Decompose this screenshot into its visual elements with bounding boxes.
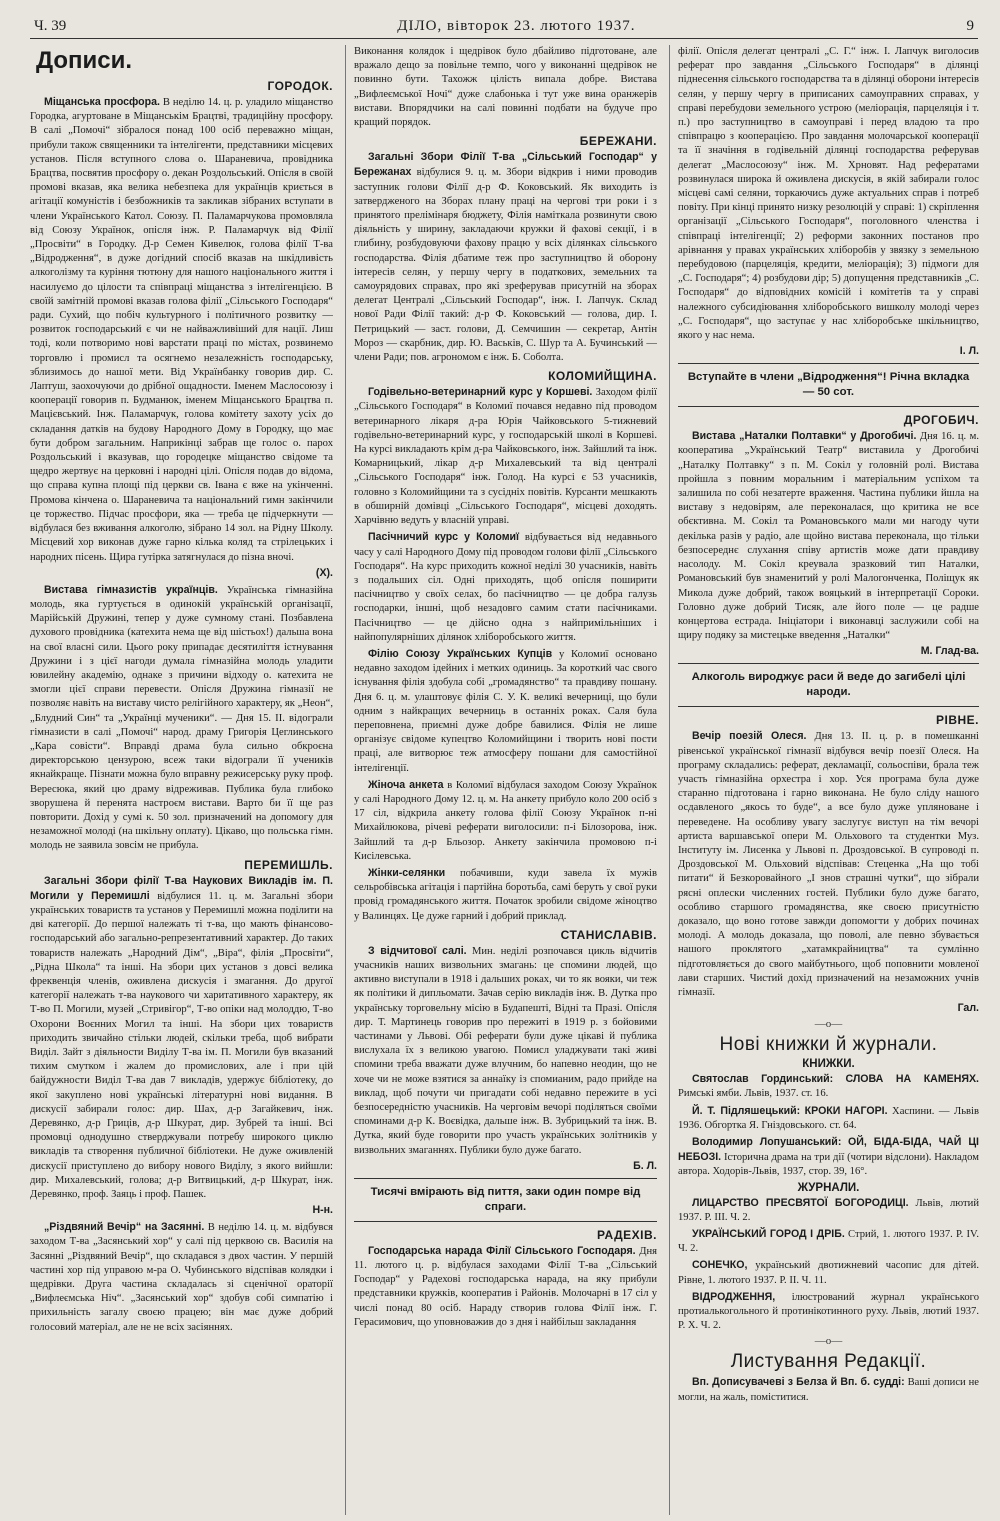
column-1 xyxy=(30,45,333,1515)
article-signature: Б. Л. xyxy=(633,1159,657,1172)
masthead-date: ДІЛО, вівторок 23. лютого 1937. xyxy=(397,18,636,34)
place-heading: СТАНИСЛАВІВ. xyxy=(560,927,657,942)
article-lead: Загальні Збори Філії Т-ва „Сільський Господар“ у Бережанах xyxy=(354,151,657,179)
journal-details: ілюстрований журнал українського протиалькогольного й протинікотинного руху. Львів, лютий 1937. Р. Х. Ч. 2. xyxy=(678,1291,979,1332)
article-text: Мин. неділі розпочався цикль відчитів учасників наших визвольних змагань: це спомини людей, що активно виступали в 1918 і дальших роках, чи то як вояки, чи теж як політики й дипльомати. Зачав серію викладів інж. В. Дутка про українську торговельну місію в Будапешті, Відні та Празі. Опісля дир. Т. Мартинець говорив про пережиті в 1919 р. з бойовими частинами у Львові. Обі реферати були дуже цікаві й публика вислухала їх з великою увагою. Помисл уладжувати такі живі спомини треба вважати дуже влучним, бо напевно неодин, що не хоче чи не може взятися за аннаїку із спомианим, радо прийде на виклад, щоб почути чи пригадати собі недавно пережите в усі безпосередністю учасників. На черговім вечорі поділяться своїми споминами д-р К. Воєвідка, дальше інж. В. Зубрицький та інж. В. Дутка, який буде говорити про участь українських золітників у визвольних змаганнях. Публики було дуже багато. xyxy=(354,945,657,1156)
book-entry xyxy=(678,1104,979,1133)
journal-entry xyxy=(678,1290,979,1334)
article-signature: І. Л. xyxy=(959,345,979,358)
books-subheading: КНИЖКИ. xyxy=(802,1058,855,1071)
book-entry xyxy=(678,1135,979,1180)
slogan-box: Алкоголь вироджує раси й веде до загибелі цілі народи. xyxy=(678,663,979,707)
journal-entry xyxy=(678,1196,979,1225)
article-paragraph xyxy=(678,429,979,643)
article-paragraph xyxy=(354,778,657,864)
article-signature: Гал. xyxy=(957,1002,979,1015)
place-heading: РІВНЕ. xyxy=(935,713,979,728)
article-lead: З відчитової салі. xyxy=(368,944,467,957)
place-heading: РАДЕХІВ. xyxy=(597,1227,657,1242)
journals-subheading: ЖУРНАЛИ. xyxy=(797,1181,860,1194)
article-text: побачивши, куди завела їх мужів сельробівська агітація і партійна боротьба, самі беруть у свої руки провід громадянського життя. Початок зробили свідоме жіноцтво у Валинцях. Це дуже гарний і добрий приклад. xyxy=(354,867,657,922)
separator: —о— xyxy=(814,1335,843,1348)
journal-title: СОНЕЧКО, xyxy=(692,1259,748,1272)
book-title: КРОКИ НАГОРІ. xyxy=(804,1104,888,1117)
article-paragraph xyxy=(354,385,657,528)
article-lead: Господарська нарада Філії Сільського Господаря. xyxy=(368,1244,636,1257)
letters-section-title: Листування Редакції. xyxy=(730,1351,927,1373)
book-entry xyxy=(678,1072,979,1101)
journal-title: УКРАЇНСЬКИЙ ГОРОД І ДРІБ. xyxy=(692,1228,845,1240)
book-title: СЛОВА НА КАМЕНЯХ. xyxy=(845,1073,979,1086)
article-paragraph xyxy=(354,866,657,924)
article-text: Дня 13. II. ц. р. в помешканні рівенської української гімназії відбувся вечір поезії Олеся. На програму складались: реферат, декламації, сольоспіви, брала теж участь гімназійна орхестра і хор. Уся програма була дуже старанно підготована і гарно виконана. Не було сліду нашого осдавленого „якось то буде“, а все було дуже упляноване і переведене. На особливу увагу заслугує виступ на тім вечорі артиста варшавської опери М. Ольхового та студентки Муз. Інституту ім. Лисенка у Львові п. Дроздовської. В супроводі п. Дроздовської М. Ольховий відспівав: Стеценка „На що тобі питати“ й Безкоровайного „І знов страшні чутки“, що зібрали рясні оплески численних гостей. Публики було дуже багато, особливо старшого громадянства, яке своєю присутністю доказало, що воно готове завжди допомогти у добрих починах молоді. А молодь доказала, що поволі, але певно збувається нашого проклятого „хатамкрайництва“ та сумлінно підготовляється до свого майбутнього, щоб поповнити мовленої лави старших. Чистий дохід призначений на незаможних учнів гімназії. xyxy=(678,731,979,998)
book-author: Володимир Лопушанський: xyxy=(692,1135,842,1148)
book-details: Історична драма на три дії (чотири відслони). Накладом автора. Ходорів-Львів, 1937, стор. 39, 16°. xyxy=(678,1152,979,1178)
place-heading: ДРОГОБИЧ. xyxy=(903,413,979,428)
article-paragraph xyxy=(678,729,979,1000)
article-paragraph xyxy=(354,150,657,365)
place-heading: БЕРЕЖАНИ. xyxy=(579,134,657,149)
article-text: В неділю 14. ц. р. уладило міщанство Городка, агуртоване в Міщанськім Брацтві, традиційну просфору. В салі „Помочі“ зібралося понад 100 осіб переважно міщан, прибули також священники та інтелігенти, представники місцевих установ. Після вступного слова о. Шараневича, провідника Брацтва, посвятив просфору о. декан Роздольський. Опісля в своїй промові вказав, яка велика небезпека для українців криється в агітації комуністів і безбожників та закликав зібраних вступати в члени Українського Катол. Союзу. П. Паламарчукова промовляла від Союзу Українок, опісля інж. Р. Паламарчук від Філії „Просвіти“ в Городку. Д-р Семен Кивелюк, голова філії Т-ва „Відродження“, в дуже догідний спосіб вказав на шкідливість алкоголізму та куріння тютюну для нашого національного життя і насилуємо до цілости та співпраці міщанства з інтелігенцією. В своїй замітній промові вказав голова філії „Сільського Господаря“ ради. Сухий, що побіч культурного і політичного розвитку — розвиток господарський є чи не найважливіший для нації. Лиш тоді, коли потворимо нові варстати праці по містах, розвинемо торговлю і промисл та осягнемо незалежність господарську, зблизимось до нашої мети. Від Українбанку говорив дир. С. Лаптуш, заохочуючи до дрібної ощадности. Іменем Маслосоюзу і кооперації говорив п. Будманюк, іменем Міщанського Брацтва п. Мацієвський. Інж. Паламарчук, голова комітету захоту усіх до складання датків на будову Народного Дому в Городку, що має бути добром загальним. Наприкінці забрав ще голос о. парох Роздольський і вказував, що городецке міщанство свідоме та щедро жертвує на церковні і народні цілі. Опісля подав до відома, що справа купна площі під церкви св. Івана є вже на укінченні. Промова кінчена о. Шараневича та національний гимн закінчили це торжество. Підчас просфори, яка — треба це підчеркнути — відбулася без вживання алкоголю, зібрано 14 зол. на Рідну Школу. Місцевий хор виконав дуже гарно кілька коляд та стрілецьких і народних пісень. Щира гутірка затягнулася до пізна вночі. xyxy=(30,97,333,563)
place-heading: КОЛОМИЙЩИНА. xyxy=(548,369,657,384)
article-signature: (Х). xyxy=(315,566,333,579)
article-paragraph xyxy=(354,944,657,1158)
book-author: Й. Т. Підляшецький: xyxy=(692,1104,801,1117)
running-header xyxy=(30,18,978,39)
books-section-title: Нові книжки й журнали. xyxy=(719,1034,938,1056)
article-lead: Вечір поезій Олеся. xyxy=(692,730,807,743)
journal-details: український двотижневий часопис для дітей. Рівне, 1. лютого 1937. Р. II. Ч. 11. xyxy=(678,1260,979,1286)
issue-number: Ч. 39 xyxy=(34,18,67,34)
article-lead: Вистава „Наталки Полтавки“ у Дрогобичі. xyxy=(692,430,917,443)
article-paragraph xyxy=(354,530,657,645)
article-lead: Вистава гімназистів українців. xyxy=(44,583,218,596)
article-text: Дня 11. лютого ц. р. відбулася заходами Філії Т-ва „Сільський Господар“ у Радехові господарська нарада, на яку прибули представники кружків, кооператив і Районів. Молочарні в 17 сіл у числі понад 80 осіб. Нараду створив голова Філії інж. Г. Герасимович, що уповноважив до з дня і найбільш закладання xyxy=(354,1245,657,1328)
journal-details: Стрий, 1. лютого 1937. Р. IV. Ч. 2. xyxy=(678,1229,979,1255)
letters-lead: Вп. Дописувачеві з Белза й Вп. б. судді: xyxy=(692,1376,905,1389)
article-text: Заходом філії „Сільського Господаря“ в Коломиї почався недавно під проводом ветеринарного лікаря д-ра Юрія Чайковського 5-тижневий годівельно-ветеринарний курс, у господарській школі в Коршеві. На курсі викладають крім д-ра Чайковського, інж. Зайшлий та інж. Комарницький, лікар д-р Михалевський та від централі „Сільського Господаря“ інж. Голод. На курсі є 53 учасників, головно з Коломийщини та з сусідніх повітів. Курсанти мешкають в обширній домівці „Сільського Господаря“, місцеві доходять. Харчівню ведуть у власній управі. xyxy=(354,387,657,527)
letters-entry xyxy=(678,1375,979,1404)
place-heading: ГОРОДОК. xyxy=(267,79,333,93)
article-lead: Філію Союзу Українських Купців xyxy=(368,647,553,660)
article-lead: Пасічничий курс у Коломиї xyxy=(368,531,520,544)
article-text: у Коломиї основано недавно заходом ідейних і метких одиниць. За короткий час свого існування філія здобула собі „громадянство“ та правдиву пошану. Дня 6. ц. м. улаштовує філія С. У. К. великі вечерниці, що були одним з найкращих вечерниць в останніх роках. Саля була переповнена, приємні дуже добре бавилися. Філія не лише організує свідоме купецтво Коломийщини і творить нові пости праці, але витворює теж атмосферу пошани для самостійної інтелігенції. xyxy=(354,648,657,774)
separator: —о— xyxy=(814,1018,843,1031)
article-text: Дня 16. ц. м. кооператива „Український Театр“ виставила у Дрогобичі „Наталку Полтавку“ з п. М. Сокіл у головній ролі. Вистава пройшла з повним моральним і матеріальним успіхом та залишила по собі незатерте враження. Частина публики йшла на виставу з недовірям, але переконалася, що критика не все обєктивна. М. Сокіл та Романовського мали ми нагоду чути декілька разів у радіо, але щойно вистава переконала, що тільки безпосереднє слухання співу артистів може дати правдиву насолоду. М. Сокіл креувала зразковий тип Наталки, Романовський був знаменитий у ролі Малогонченка, Поліщук як Микола дуже добрий, також вояцький в інтерпретації Сороки. Головно дуже добрий Тисяк, але його поле — це радше концертова естрада. Ініціатори і виконавці заслужили собі на щиру подяку за мистецьке введення „Наталки“ xyxy=(678,431,979,642)
book-author: Святослав Гординський: xyxy=(692,1073,834,1086)
journal-entry xyxy=(678,1227,979,1256)
article-lead: Жінки-селянки xyxy=(368,866,446,879)
book-title: ОЙ, БІДА-БІДА, ЧАЙ ЦІ НЕБОЗІ. xyxy=(678,1135,979,1164)
slogan-box: Вступайте в члени „Відродження“! Річна вкладка — 50 сот. xyxy=(678,363,979,407)
article-paragraph xyxy=(30,1220,333,1335)
article-lead: Годівельно-ветеринарний курс у Коршеві. xyxy=(368,386,593,399)
column-2 xyxy=(345,45,657,1515)
article-paragraph xyxy=(354,647,657,776)
place-heading: ПЕРЕМИШЛЬ. xyxy=(244,857,333,872)
article-text: Українська гімназійна молодь, яка гуртується в одинокій українській організації, Марійській Дружині, тепер у дуже сумному стані. Позбавлена духового провідника (катехита нема ще від шістьох!) дальша вона на свої власні сили. Цього року припадає десятиліття істнування Дружини і з цієї нагоди думала гімназійна молодь уладити ювилейну академію, однаке з причини відходу о. катехита не змогли цієї справи перевести. Опісля Дружина гімназії не позволяє навіть на виставу чисто релігійного характеру, як „Неон“, „Блудний Син“ та „Українці мученики“. — Дня 15. II. відограли гімназисти в салі „Помочі“ народ. драму Григорія Цеглинського „Кара совісти“. Вправді драма була сильно обкроєна директорською цензурою, всеж таки відограли її учеників якнайкраще. Пізнати можна було вправну режисерську руку проф. Вересюка, який цю драму відреживав. Публика була глибоко зворушена й перенята настроєм вистави. Варто би її ще раз повторити. Дохід у сумі к. 50 зол. призначений на допомогу для незаможної молоді (на шкільну оплату). Цікаво, що польська гімн. молодь не заявила зовсім не прибула. xyxy=(30,584,333,852)
article-paragraph: Виконання колядок і щедрівок було дбайливо підготоване, але вражало дещо за повільне темпо, чого у виконанні щедрівок не повинно бути. Тахожж цілість випала добре. Вистава „Вифлеємської Ночі“ дуже слабонька і тут уже вина оранжерів вистави. Впорядчики на салі повинні подбати на будуче про кращий порядок. xyxy=(354,46,657,129)
journal-entry xyxy=(678,1258,979,1287)
article-text: В неділю 14. ц. м. відбувся заходом Т-ва „Засянський хор“ у салі під церквою св. Василія на Засянні „Різдвяний Вечір“, що складався з двох частин. У першій частині хор під управою м-ра О. Чубинського відспівав колядки і щедрівки. Друга частина складалась зі сценічної ораторії „Вифлеємська Ніч“. „Засянський хор“ здобув собі симпатію і прихильність загалу своєю працею; він має дуже добрий голосовий матеріал, але не не всіх засіяннях. xyxy=(30,1222,333,1333)
article-paragraph xyxy=(30,583,333,854)
page-number: 9 xyxy=(966,18,974,34)
journal-details: Львів, лютий 1937. Р. III. Ч. 2. xyxy=(678,1197,979,1223)
column-3 xyxy=(669,45,979,1515)
book-details: Римські ямби. Львів, 1937. ст. 16. xyxy=(678,1088,829,1100)
article-text: відбулися 9. ц. м. Збори відкрив і ними проводив заступник голови Філії д-р Ф. Коковський. Як виходить із затвердженого на Зборах плану праці на чергові три роки і з принятого прелімінаря бюджету, Філія наміткала розвинути свою діяльність у ширину, закладаючи кружки й фахові секції, і в глибину, розбудовуючи фахову працю у всіх ділянках сільського господарства. Філія дбатиме теж про заступництво й оборону інтересів селян, у першу чергу в податкових, земельних та самоурядових справах, про які зреферував присутній на зборах делегат Централі „Сільський Господар“, інж. І. Лапчук. Склад нової Ради Філії такий: д-р Ф. Коковський — голова, дир. І. Петрицький — заст. голови, Д. Семчишин — секретар, Антін Мороз — скарбник, дир. Ю. Васьків, С. Шур та А. Бучинський — члени Ради; пов. агрономом є інж. Б. Соболта. xyxy=(354,167,657,364)
article-paragraph xyxy=(30,874,333,1203)
slogan-box: Тисячі вмірають від пиття, заки один помре від спраги. xyxy=(354,1178,657,1222)
journal-title: ВІДРОДЖЕННЯ, xyxy=(692,1290,776,1303)
article-lead: „Різдвяний Вечір“ на Засянні. xyxy=(44,1221,205,1234)
article-text: відбулися 11. ц. м. Загальні збори українських товариств та установ у Перемишлі можна поділити на дві категорії. До першої належать ті т-ва, що мають фінансово-господарський або загально-репрезентативний характер. До таких товариств належать „Народний Дім“, „Віра“, філія „Просвіти“, „Рідна Школа“ та інші. На збори цих установ з довсі велика фреквенція членів, оживлена дискусія і змагання. До другої категорії належать т-ва наукового чи харитативного характеру, як Т-во П. Могили, музей „Стривігор“, Т-во опіки над молоддю, Т-во Охорони Воєнних Могил та інші. На збори цих товариств приходить звичайно стільки людей, скільки треба, щоб вибрати Виділ. Зайт з діяльности Виділу Т-ва ім. П. Могили був вказаний тихим смутком і жалем до промислових, але і при цій байдужности Виділ Т-ва дав 7 викладів, удержує бібліотеку, до якої закуплено нові українські літературні нові видання. В дискусії забирали голос: дир. Шах, д-р Загайкевич, інж. Деревянко, д-р Гриців, д-р Шкурат, дир. Зубрей та інші. Всі промовці однодушно стверджували потребу широкого циклю викладів та створення публичної бібліотеки. Не дуже оживленій дискусії приступлено до вибору нового Виділу, з якого вийшли: дир. Михалевський, голова; д-р Витвицький, д-р Шкурат, інж. Деревянко, проф. Заяць і проф. Пашек. xyxy=(30,890,333,1201)
article-lead: Загальні Збори філії Т-ва Наукових Викладів ім. П. Могили у Перемишлі xyxy=(30,874,333,902)
article-paragraph xyxy=(30,95,333,565)
article-text: в Коломиї відбулася заходом Союзу Українок у салі Народного Дому 12. ц. м. На анкету прибуло коло 200 осіб з 17 сіл, відкрила анкету голова філії Союзу Українок п-ні Михайлюкова, річеві реферати виголосили: п-і Білозорова, інж. Зайшлий та д-р Бльозор. Анкету закінчила промовою п-і Кисілевська. xyxy=(354,779,657,862)
section-title: Дописи. xyxy=(36,47,133,74)
book-details: Хаспини. — Львів 1936. Обгортка Я. Гніздовського. ст. 64. xyxy=(678,1105,979,1131)
article-text: відбувається від недавнього часу у салі Народного Дому під проводом голови філії „Сільського Господаря“. На курс приходить кожної неділі 30 учасників, навіть з подальших сіл. Одні приходять, щоб опісля поширити пасічництво у своїх селах, бо пасічництво — це добра галузь господарки, іншні, щоб незадовго самим стати пасічниками. Пасічництво — це дійсно одна з найпримільніших і найпопулярніших ділянок хліборобського життя. xyxy=(354,532,657,643)
columns xyxy=(30,45,978,1515)
article-signature: Н-н. xyxy=(312,1204,333,1217)
article-lead: Жіноча анкета xyxy=(368,778,444,791)
article-signature: М. Глад-ва. xyxy=(920,645,979,658)
journal-title: ЛИЦАРСТВО ПРЕСВЯТОЇ БОГОРОДИЦІ. xyxy=(692,1196,909,1209)
letters-text: Ваші дописи не могли, на жаль, поміститися. xyxy=(678,1377,979,1403)
article-paragraph xyxy=(354,1244,657,1330)
article-lead: Міщанська просфора. xyxy=(44,96,160,108)
article-paragraph: філії. Опісля делегат централі „С. Г.“ інж. І. Лапчук виголосив реферат про завдання „Сільського Господаря“ в ділянці піднесення сільського господарства та в ділянці оборони інтересів селян, у першу чергу в приписаних самоуправних справах, у справі перебудови земельного устрою (меліорація, парцеляція і т. п.) про заступництво в самоуправі і перед владою та про співпрацю з кооперацією. Про завдання молочарської кооперації та її значіння в годівельній ділянці господарства реферував делегат „Маслосоюзу“ інж. М. Хрновят. Над рефератами розвинулася широка й оживлена дискусія, в якій забирали голос місцеві самі селяни, торкаючись дуже актуальних справ і потреб повіту. При кінці принято низку резолюцій у справі: 1) скріплення організації „Сільського Господаря“, поголовного членства і співпраці інтелігенції; 2) реформи законних постанов про арівнання у правах українських хліборобів у звязку з земельною перебудовою (парцеляція, кредити, меліорація); 3) підмоги для „С. Господаря“; 4) розбудови дір; 5) допущення представників „С. Господаря“ до відповідних комісій і комітетів та у справі належного субсидіювання хліборобського вишколу молоді через „С. Господаря“, що заступає у нас хліборобське шкільництво, якого у нас нема. xyxy=(678,46,979,342)
